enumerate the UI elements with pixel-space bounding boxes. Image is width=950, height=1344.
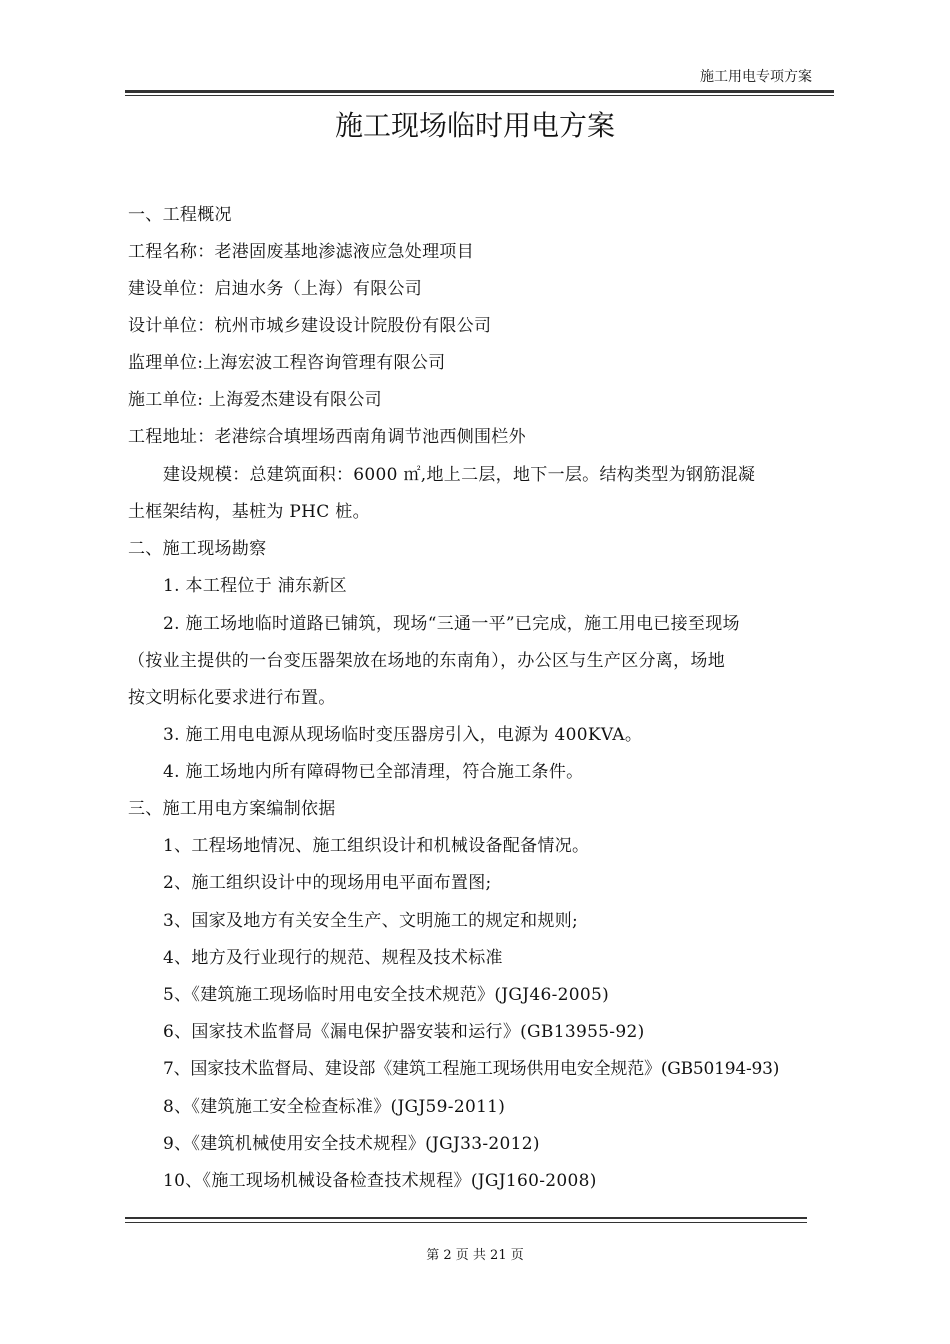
- supervision-unit-line: 监理单位:上海宏波工程咨询管理有限公司: [128, 353, 446, 373]
- basis-item: 6、国家技术监督局《漏电保护器安装和运行》(GB13955-92): [163, 1022, 645, 1042]
- design-unit-line: 设计单位：杭州市城乡建设设计院股份有限公司: [128, 316, 492, 336]
- page-number: 第 2 页 共 21 页: [426, 1248, 524, 1263]
- basis-item: 1、工程场地情况、施工组织设计和机械设备配备情况。: [163, 836, 590, 856]
- basis-item: 9、《建筑机械使用安全技术规程》(JGJ33-2012): [163, 1134, 540, 1154]
- section-1-heading: 一、工程概况: [128, 205, 232, 225]
- section-3-heading: 三、施工用电方案编制依据: [128, 799, 336, 819]
- scale-paragraph-line-2: 土框架结构，基桩为 PHC 桩。: [128, 502, 370, 522]
- construction-unit-line: 建设单位：启迪水务（上海）有限公司: [128, 279, 423, 299]
- basis-item: 3、国家及地方有关安全生产、文明施工的规定和规则;: [163, 911, 579, 931]
- basis-item: 10、《施工现场机械设备检查技术规程》(JGJ160-2008): [163, 1171, 597, 1191]
- survey-item-2-line-3: 按文明标化要求进行布置。: [128, 688, 336, 708]
- project-name-line: 工程名称：老港固废基地渗滤液应急处理项目: [128, 242, 474, 262]
- basis-item: 2、施工组织设计中的现场用电平面布置图;: [163, 873, 492, 893]
- basis-item: 5、《建筑施工现场临时用电安全技术规范》(JGJ46-2005): [163, 985, 610, 1005]
- footer-rule-thin: [125, 1222, 807, 1223]
- survey-item-3: 3. 施工用电电源从现场临时变压器房引入，电源为 400KVA。: [163, 725, 643, 745]
- survey-item-4: 4. 施工场地内所有障碍物已全部清理，符合施工条件。: [163, 762, 584, 782]
- basis-item: 4、地方及行业现行的规范、规程及技术标准: [163, 948, 503, 968]
- survey-item-1: 1. 本工程位于 浦东新区: [163, 576, 347, 596]
- survey-item-2-line-2: （按业主提供的一台变压器架放在场地的东南角），办公区与生产区分离，场地: [128, 651, 725, 671]
- header-text: 施工用电专项方案: [700, 69, 812, 85]
- address-line: 工程地址：老港综合填埋场西南角调节池西侧围栏外: [128, 427, 526, 447]
- basis-item: 7、国家技术监督局、建设部《建筑工程施工现场供用电安全规范》(GB50194-93): [163, 1059, 780, 1079]
- header-rule-thick: [125, 90, 834, 93]
- section-2-heading: 二、施工现场勘察: [128, 539, 267, 559]
- document-title: 施工现场临时用电方案: [334, 109, 615, 142]
- header-rule-thin: [125, 95, 834, 96]
- basis-item: 8、《建筑施工安全检查标准》(JGJ59-2011): [163, 1097, 506, 1117]
- survey-item-2-line-1: 2. 施工场地临时道路已铺筑，现场“三通一平”已完成，施工用电已接至现场: [163, 614, 740, 634]
- scale-paragraph-line-1: 建设规模：总建筑面积：6000 ㎡,地上二层，地下一层。结构类型为钢筋混凝: [163, 465, 756, 485]
- builder-unit-line: 施工单位: 上海爱杰建设有限公司: [128, 390, 382, 410]
- footer-rule-thick: [125, 1217, 807, 1219]
